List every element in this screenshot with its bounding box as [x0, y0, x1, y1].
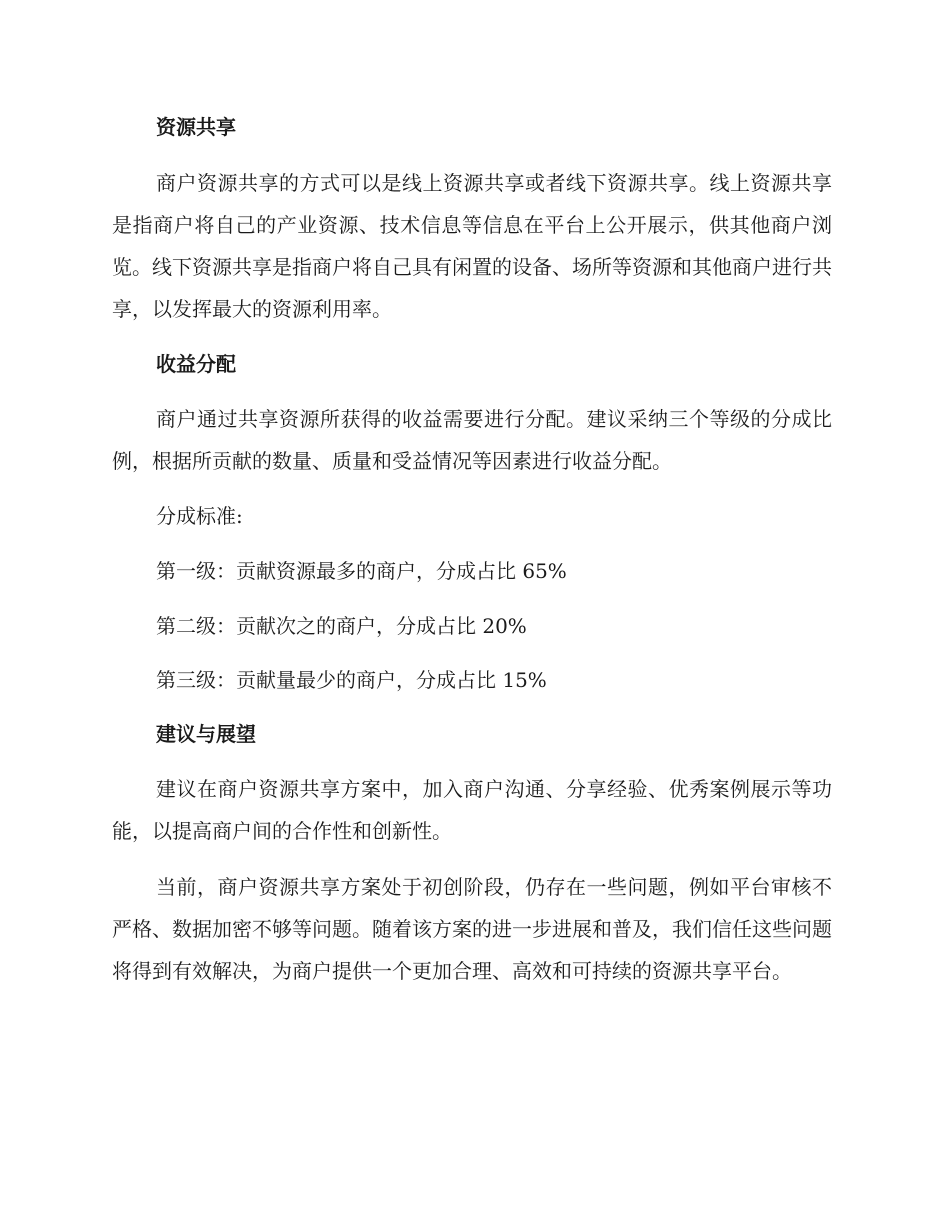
section-heading-resource-sharing: 资源共享	[156, 115, 236, 139]
distribution-level-1: 第一级：贡献资源最多的商户，分成占比 65%	[156, 559, 567, 583]
section-heading-suggestions: 建议与展望	[156, 722, 256, 746]
revenue-distribution-paragraph: 商户通过共享资源所获得的收益需要进行分配。建议采纳三个等级的分成比例，根据所贡献的数量、质量和受益情况等因素进行收益分配。	[112, 407, 832, 473]
section-heading-revenue-distribution: 收益分配	[156, 352, 236, 376]
suggestions-paragraph-2: 当前，商户资源共享方案处于初创阶段，仍存在一些问题，例如平台审核不严格、数据加密不够等问题。随着该方案的进一步进展和普及，我们信任这些问题将得到有效解决，为商户提供一个更加合理、高效和可持续的资源共享平台。	[112, 875, 832, 983]
distribution-level-3: 第三级：贡献量最少的商户，分成占比 15%	[156, 668, 547, 692]
suggestions-paragraph-1: 建议在商户资源共享方案中，加入商户沟通、分享经验、优秀案例展示等功能，以提高商户间的合作性和创新性。	[112, 777, 832, 843]
distribution-level-2: 第二级：贡献次之的商户，分成占比 20%	[156, 614, 527, 638]
resource-sharing-paragraph: 商户资源共享的方式可以是线上资源共享或者线下资源共享。线上资源共享是指商户将自己的产业资源、技术信息等信息在平台上公开展示，供其他商户浏览。线下资源共享是指商户将自己具有闲置的设备、场所等资源和其他商户进行共享，以发挥最大的资源利用率。	[112, 171, 832, 321]
distribution-standard-label: 分成标准:	[156, 504, 243, 528]
